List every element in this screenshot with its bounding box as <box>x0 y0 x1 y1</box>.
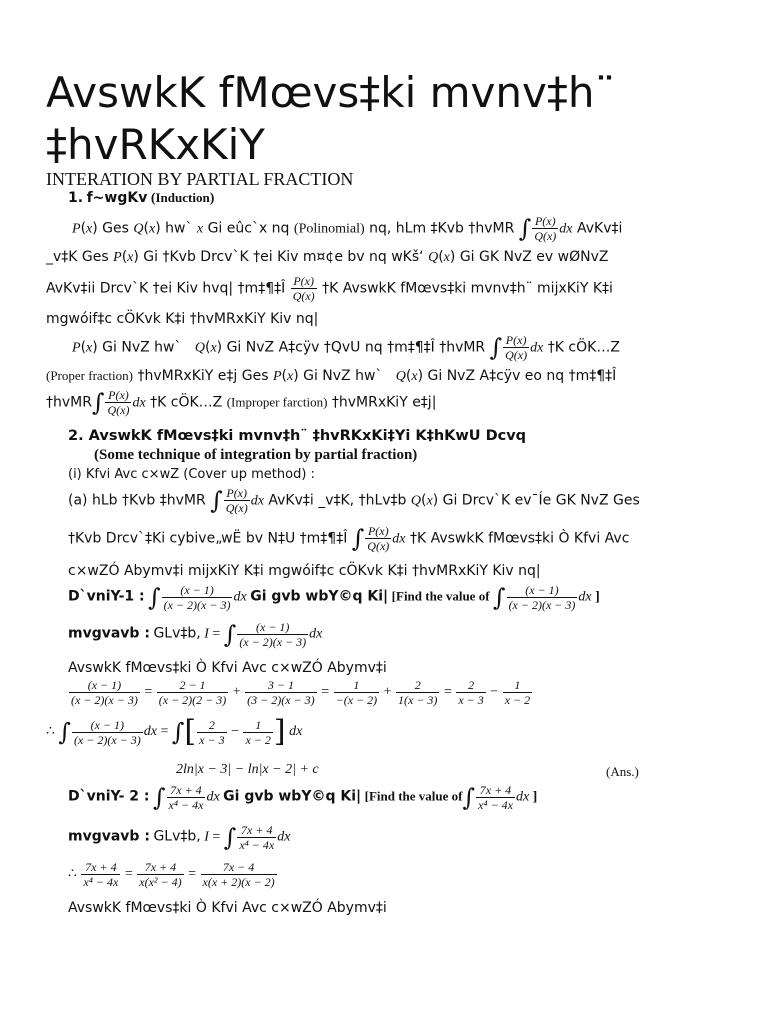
section-2-heading-en: (Some technique of integration by partial fraction) <box>94 447 418 463</box>
section-1-heading: 1. f~wgKv (Induction) <box>68 190 215 206</box>
page-title-line-1: AvswkK fMœvs‡ki mvnv‡h¨ <box>46 68 616 117</box>
example-1-decomposition: $\frac{(x - 1)}{(x - 2)(x - 3)}$ = $\frac{2 - 1}{(x - 2)(2 - 3)}$ + $\frac{3 - 1}{(3 - 2)(x - 3)}$ = $\frac{1}{-(x - 2)}$ + $\frac{2}{1(x - 3)}$ = $\frac{2}{x - 3}$ − $\frac{1}{x - 2}$ <box>71 678 531 707</box>
method-a-line-1: (a) hLb †Kvb ‡hvMR ∫ $\frac{P(x)}{Q(x)}$ dx AvKv‡i _v‡K, †hLv‡b Q(x) Gi Drcv`K ev¯Íe GK NvZ Ges <box>68 486 640 515</box>
s1-line-5: P(x) Gi NvZ hw` Q(x) Gi NvZ A‡cÿv †QvU nq †m‡¶‡Î †hvMR ∫ $\frac{P(x)}{Q(x)}$ dx †K cÖK…Z <box>72 333 620 362</box>
s1-line-1: P(x) Ges Q(x) hw` x Gi eûc`x nq (Polinomial) nq, hLm ‡Kvb †hvMR ∫ $\frac{P(x)}{Q(x)}$ dx AvKv‡i <box>72 214 623 243</box>
page-title-line-2: ‡hvRKxKiY <box>46 120 265 169</box>
example-2-prompt: D`vniY- 2 : ∫ $\frac{7x + 4}{\text{x⁴ − 4x}}$ dx Gi gvb wbY©q Ki| [Find the value of∫ $\frac{7x + 4}{\text{x⁴ − 4x}}$ dx ] <box>68 783 538 812</box>
example-1-solution-setup: mvgvavb : GLv‡b, I = ∫ $\frac{(x - 1)}{(x - 2)(x - 3)}$ dx <box>68 620 323 649</box>
example-2-solution-setup: mvgvavb : GLv‡b, I = ∫ $\frac{7x + 4}{\text{x⁴ − 4x}}$ dx <box>68 823 291 852</box>
subtitle: INTERATION BY PARTIAL FRACTION <box>46 169 354 189</box>
s1-line-2: _v‡K Ges P(x) Gi †Kvb Drcv`K †ei Kiv m¤¢e bv nq wKš‘ Q(x) Gi GK NvZ ev wØNvZ <box>46 249 609 265</box>
method-a-line-2: †Kvb Drcv`‡Ki cybive„wË bv N‡U †m‡¶‡Î ∫ $\frac{P(x)}{Q(x)}$ dx †K AvswkK fMœvs‡ki Ò Kfvi Avc <box>68 524 630 553</box>
s1-line-3: AvKv‡ii Drcv`K †ei Kiv hvq| †m‡¶‡Î $\frac{P(x)}{Q(x)}$ †K AvswkK fMœvs‡ki mvnv‡h¨ mijxKiY K‡i <box>46 274 613 303</box>
example-1-integral: ∴ ∫ $\frac{(x - 1)}{(x - 2)(x - 3)}$ dx = ∫[ $\frac{2}{x - 3}$ − $\frac{1}{x - 2}$ ] dx <box>46 714 303 749</box>
s1-line-7: †hvMR∫ $\frac{P(x)}{Q(x)}$ dx †K cÖK…Z (Improper farction) †hvMRxKiY e‡j| <box>46 388 437 417</box>
example-1-rule: AvswkK fMœvs‡ki Ò Kfvi Avc c×wZÓ Abymv‡i <box>68 660 387 676</box>
example-2-factor: ∴ $\frac{7x + 4}{\text{x⁴ − 4x}}$ = $\frac{7x + 4}{\text{x(x² − 4)}}$ = $\frac{7x - 4}{x(x + 2)(x - 2)}$ <box>68 860 275 889</box>
section-2-heading: 2. AvswkK fMœvs‡ki mvnv‡h¨ ‡hvRKxKi‡Yi K‡hKwU Dcvq <box>68 428 527 444</box>
example-1-result: 2ln|x − 3| − ln|x − 2| + c <box>176 762 319 777</box>
s1-line-4: mgwóif‡c cÖKvk K‡i †hvMRxKiY Kiv nq| <box>46 311 319 327</box>
example-1-prompt: D`vniY-1 : ∫ $\frac{(x - 1)}{(x - 2)(x - 3)}$ dx Gi gvb wbY©q Ki| [Find the value of ∫ $\frac{(x - 1)}{(x - 2)(x - 3)}$ dx ] <box>68 583 600 612</box>
example-2-rule: AvswkK fMœvs‡ki Ò Kfvi Avc c×wZÓ Abymv‡i <box>68 900 387 916</box>
method-i: (i) Kfvi Avc c×wZ (Cover up method) : <box>68 467 315 482</box>
s1-line-6: (Proper fraction) †hvMRxKiY e‡j Ges P(x) Gi NvZ hw` Q(x) Gi NvZ A‡cÿv eo nq †m‡¶‡Î <box>46 368 617 384</box>
example-1-ans: (Ans.) <box>606 764 639 779</box>
method-a-line-3: c×wZÓ Abymv‡i mijxKiY K‡i mgwóif‡c cÖKvk K‡i †hvMRxKiY Kiv nq| <box>68 563 541 579</box>
